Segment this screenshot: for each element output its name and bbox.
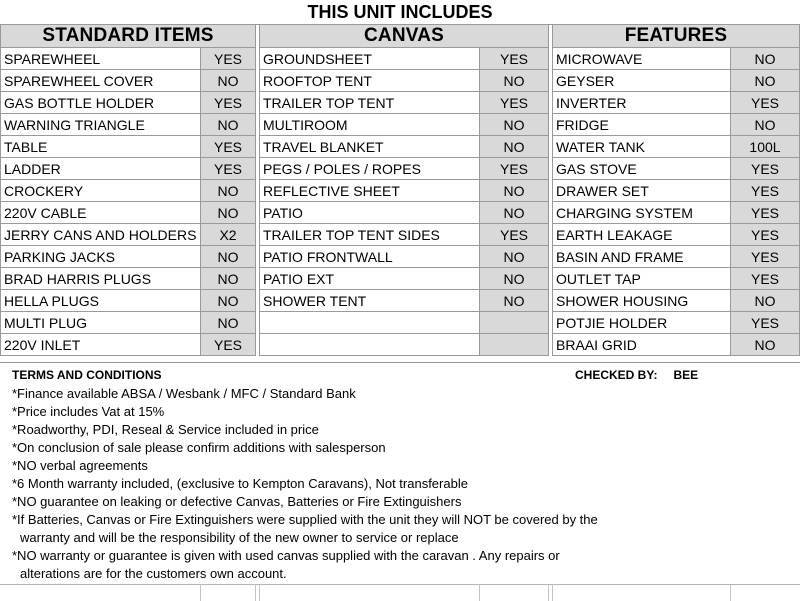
- standard-item-label: MULTI PLUG: [1, 312, 201, 334]
- standard-item-value: NO: [201, 202, 256, 224]
- features-item-label: DRAWER SET: [553, 180, 731, 202]
- page-title: THIS UNIT INCLUDES: [0, 0, 800, 25]
- features-item-value: NO: [731, 48, 800, 70]
- features-item-label: CHARGING SYSTEM: [553, 202, 731, 224]
- standard-item-label: BRAD HARRIS PLUGS: [1, 268, 201, 290]
- features-item-label: OUTLET TAP: [553, 268, 731, 290]
- canvas-item-value: YES: [480, 224, 549, 246]
- terms-line: alterations are for the customers own account.: [20, 566, 287, 581]
- features-item-label: POTJIE HOLDER: [553, 312, 731, 334]
- terms-heading: TERMS AND CONDITIONS: [12, 368, 162, 382]
- standard-items-heading: STANDARD ITEMS: [1, 25, 256, 48]
- terms-line: *NO warranty or guarantee is given with used canvas supplied with the caravan . Any repairs or: [12, 548, 560, 563]
- features-row: [553, 312, 800, 334]
- standard-item-value: NO: [201, 312, 256, 334]
- terms-line: *If Batteries, Canvas or Fire Extinguishers were supplied with the unit they will NOT be covered by the: [12, 512, 598, 527]
- features-row: [553, 224, 800, 246]
- terms-section: [0, 362, 800, 585]
- canvas-item-value: [480, 312, 549, 334]
- standard-item-value: NO: [201, 70, 256, 92]
- features-row: [553, 114, 800, 136]
- standard-row: [1, 312, 256, 334]
- terms-line: *On conclusion of sale please confirm additions with salesperson: [12, 440, 386, 455]
- canvas-item-value: NO: [480, 268, 549, 290]
- standard-row: [1, 334, 256, 356]
- features-item-value: NO: [731, 290, 800, 312]
- standard-item-label: SPAREWHEEL: [1, 48, 201, 70]
- features-item-label: EARTH LEAKAGE: [553, 224, 731, 246]
- standard-item-label: GAS BOTTLE HOLDER: [1, 92, 201, 114]
- canvas-item-label: PATIO: [260, 202, 480, 224]
- canvas-row: [260, 202, 549, 224]
- standard-item-value: NO: [201, 180, 256, 202]
- standard-item-label: LADDER: [1, 158, 201, 180]
- canvas-item-value: NO: [480, 180, 549, 202]
- canvas-row: [260, 180, 549, 202]
- standard-row: [1, 158, 256, 180]
- standard-item-value: YES: [201, 334, 256, 356]
- standard-row: [1, 268, 256, 290]
- checked-by-label: CHECKED BY:: [575, 368, 658, 382]
- canvas-row: [260, 136, 549, 158]
- features-table: [552, 24, 800, 356]
- standard-item-value: NO: [201, 268, 256, 290]
- canvas-item-value: NO: [480, 246, 549, 268]
- standard-item-label: HELLA PLUGS: [1, 290, 201, 312]
- features-item-value: YES: [731, 180, 800, 202]
- standard-row: [1, 136, 256, 158]
- standard-item-label: CROCKERY: [1, 180, 201, 202]
- standard-item-value: YES: [201, 92, 256, 114]
- bottom-grid-row: [0, 584, 800, 601]
- features-row: [553, 202, 800, 224]
- terms-line: *NO guarantee on leaking or defective Canvas, Batteries or Fire Extinguishers: [12, 494, 462, 509]
- standard-item-value: NO: [201, 114, 256, 136]
- standard-item-value: NO: [201, 246, 256, 268]
- canvas-item-label: TRAILER TOP TENT SIDES: [260, 224, 480, 246]
- standard-item-value: YES: [201, 136, 256, 158]
- features-item-label: BRAAI GRID: [553, 334, 731, 356]
- canvas-item-value: NO: [480, 290, 549, 312]
- terms-line: warranty and will be the responsibility of the new owner to service or replace: [20, 530, 459, 545]
- checked-by-value: BEE: [673, 368, 699, 382]
- features-item-label: SHOWER HOUSING: [553, 290, 731, 312]
- standard-item-value: NO: [201, 290, 256, 312]
- canvas-item-label: [260, 334, 480, 356]
- canvas-row: [260, 114, 549, 136]
- canvas-item-value: YES: [480, 92, 549, 114]
- features-item-label: MICROWAVE: [553, 48, 731, 70]
- standard-row: [1, 70, 256, 92]
- canvas-item-value: [480, 334, 549, 356]
- canvas-row: [260, 158, 549, 180]
- canvas-heading: CANVAS: [260, 25, 549, 48]
- terms-line: *NO verbal agreements: [12, 458, 148, 473]
- standard-row: [1, 290, 256, 312]
- standard-item-label: TABLE: [1, 136, 201, 158]
- canvas-item-label: MULTIROOM: [260, 114, 480, 136]
- features-row: [553, 334, 800, 356]
- features-row: [553, 180, 800, 202]
- standard-row: [1, 48, 256, 70]
- canvas-row: [260, 224, 549, 246]
- features-item-label: GEYSER: [553, 70, 731, 92]
- features-row: [553, 246, 800, 268]
- features-item-value: 100L: [731, 136, 800, 158]
- standard-row: [1, 246, 256, 268]
- features-item-value: YES: [731, 202, 800, 224]
- canvas-item-value: YES: [480, 48, 549, 70]
- canvas-item-label: GROUNDSHEET: [260, 48, 480, 70]
- standard-item-value: YES: [201, 158, 256, 180]
- standard-item-label: 220V CABLE: [1, 202, 201, 224]
- canvas-item-label: PATIO EXT: [260, 268, 480, 290]
- canvas-item-label: ROOFTOP TENT: [260, 70, 480, 92]
- standard-item-label: SPAREWHEEL COVER: [1, 70, 201, 92]
- features-item-value: NO: [731, 114, 800, 136]
- features-item-value: YES: [731, 158, 800, 180]
- standard-item-label: PARKING JACKS: [1, 246, 201, 268]
- canvas-item-value: NO: [480, 202, 549, 224]
- terms-line: *Roadworthy, PDI, Reseal & Service included in price: [12, 422, 319, 437]
- canvas-table: [259, 24, 549, 356]
- standard-row: [1, 180, 256, 202]
- standard-item-label: WARNING TRIANGLE: [1, 114, 201, 136]
- features-item-value: YES: [731, 246, 800, 268]
- standard-row: [1, 224, 256, 246]
- canvas-item-label: SHOWER TENT: [260, 290, 480, 312]
- canvas-item-label: [260, 312, 480, 334]
- canvas-row: [260, 48, 549, 70]
- terms-line: *Finance available ABSA / Wesbank / MFC / Standard Bank: [12, 386, 356, 401]
- canvas-item-label: TRAVEL BLANKET: [260, 136, 480, 158]
- canvas-item-label: PEGS / POLES / ROPES: [260, 158, 480, 180]
- features-item-label: BASIN AND FRAME: [553, 246, 731, 268]
- features-row: [553, 136, 800, 158]
- features-item-value: YES: [731, 92, 800, 114]
- canvas-item-label: REFLECTIVE SHEET: [260, 180, 480, 202]
- canvas-row: [260, 246, 549, 268]
- terms-list: [12, 385, 712, 583]
- standard-items-table: [0, 24, 256, 356]
- canvas-item-value: NO: [480, 70, 549, 92]
- canvas-row: [260, 334, 549, 356]
- standard-item-label: JERRY CANS AND HOLDERS: [1, 224, 201, 246]
- standard-row: [1, 202, 256, 224]
- features-item-label: INVERTER: [553, 92, 731, 114]
- terms-line: *Price includes Vat at 15%: [12, 404, 165, 419]
- canvas-item-label: PATIO FRONTWALL: [260, 246, 480, 268]
- standard-row: [1, 92, 256, 114]
- features-item-label: GAS STOVE: [553, 158, 731, 180]
- checked-by: [575, 368, 698, 382]
- features-row: [553, 48, 800, 70]
- features-item-label: WATER TANK: [553, 136, 731, 158]
- features-row: [553, 70, 800, 92]
- standard-row: [1, 114, 256, 136]
- canvas-row: [260, 312, 549, 334]
- canvas-row: [260, 268, 549, 290]
- standard-item-label: 220V INLET: [1, 334, 201, 356]
- canvas-row: [260, 92, 549, 114]
- features-row: [553, 158, 800, 180]
- features-item-value: NO: [731, 334, 800, 356]
- features-row: [553, 92, 800, 114]
- features-item-value: YES: [731, 268, 800, 290]
- features-row: [553, 290, 800, 312]
- canvas-item-label: TRAILER TOP TENT: [260, 92, 480, 114]
- canvas-item-value: YES: [480, 158, 549, 180]
- features-item-label: FRIDGE: [553, 114, 731, 136]
- canvas-item-value: NO: [480, 114, 549, 136]
- canvas-item-value: NO: [480, 136, 549, 158]
- features-row: [553, 268, 800, 290]
- features-item-value: YES: [731, 224, 800, 246]
- standard-item-value: X2: [201, 224, 256, 246]
- features-heading: FEATURES: [553, 25, 800, 48]
- standard-item-value: YES: [201, 48, 256, 70]
- canvas-row: [260, 70, 549, 92]
- features-item-value: YES: [731, 312, 800, 334]
- features-item-value: NO: [731, 70, 800, 92]
- canvas-row: [260, 290, 549, 312]
- terms-line: *6 Month warranty included, (exclusive to Kempton Caravans), Not transferable: [12, 476, 468, 491]
